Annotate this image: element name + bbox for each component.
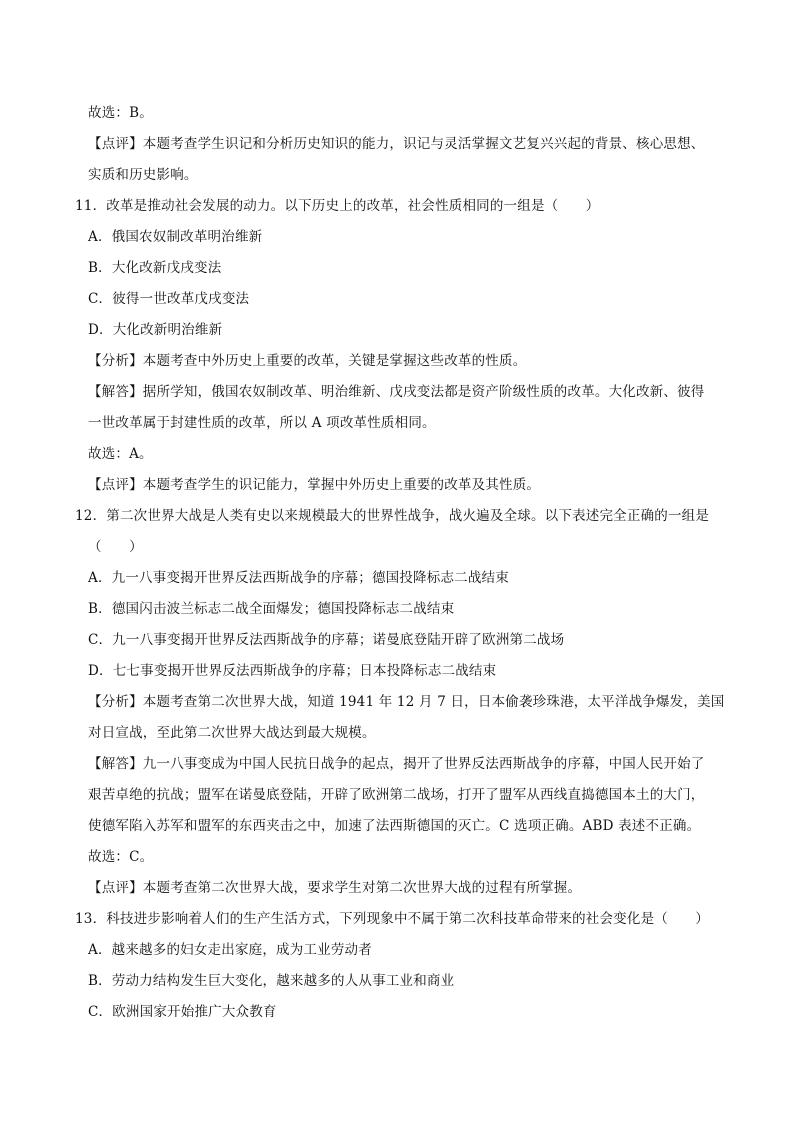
intro-choice: 故选：B。 xyxy=(88,105,153,121)
q13-option-a: A．越来越多的妇女走出家庭，成为工业劳动者 xyxy=(88,942,372,958)
q11-option-d: D．大化改新明治维新 xyxy=(88,322,223,338)
q12-answer-line-1: 【解答】九一八事变成为中国人民抗日战争的起点，揭开了世界反法西斯战争的序幕，中国人民开始了 xyxy=(88,756,705,772)
q11-answer-line-1: 【解答】据所学知，俄国农奴制改革、明治维新、戊戌变法都是资产阶级性质的改革。大化改新、彼得 xyxy=(88,384,705,400)
q12-comment: 【点评】本题考查第二次世界大战，要求学生对第二次世界大战的过程有所掌握。 xyxy=(88,880,582,896)
q11-analysis: 【分析】本题考查中外历史上重要的改革，关键是掌握这些改革的性质。 xyxy=(88,353,527,369)
q11-option-a: A．俄国农奴制改革明治维新 xyxy=(88,229,263,245)
q11-option-c: C．彼得一世改革戊戌变法 xyxy=(88,291,250,307)
q12-option-b: B．德国闪击波兰标志二战全面爆发；德国投降标志二战结束 xyxy=(88,601,455,617)
q12-answer-line-3: 使德军陷入苏军和盟军的东西夹击之中，加速了法西斯德国的灭亡。C 选项正确。ABD 表述不正确。 xyxy=(88,818,701,834)
q11-answer-line-2: 一世改革属于封建性质的改革，所以 A 项改革性质相同。 xyxy=(88,415,436,431)
q12-option-d: D．七七事变揭开世界反法西斯战争的序幕；日本投降标志二战结束 xyxy=(88,663,497,679)
q12-option-c: C．九一八事变揭开世界反法西斯战争的序幕；诺曼底登陆开辟了欧洲第二战场 xyxy=(88,632,565,648)
intro-comment-line-2: 实质和历史影响。 xyxy=(88,167,198,183)
q12-answer-line-2: 艰苦卓绝的抗战；盟军在诺曼底登陆，开辟了欧洲第二战场，打开了盟军从西线直捣德国本土的大门， xyxy=(88,787,705,803)
q13-option-b: B．劳动力结构发生巨大变化，越来越多的人从事工业和商业 xyxy=(88,973,455,989)
q12-stem-line-2: （ ） xyxy=(88,539,143,555)
q12-analysis-line-2: 对日宣战，至此第二次世界大战达到最大规模。 xyxy=(88,725,376,741)
q11-option-b: B．大化改新戊戌变法 xyxy=(88,260,222,276)
q12-option-a: A．九一八事变揭开世界反法西斯战争的序幕；德国投降标志二战结束 xyxy=(88,570,509,586)
q13-stem: 13．科技进步影响着人们的生产生活方式，下列现象中不属于第二次科技革命带来的社会变化是（ ） xyxy=(75,911,710,927)
q12-choice: 故选：C。 xyxy=(88,849,154,865)
q11-stem: 11．改革是推动社会发展的动力。以下历史上的改革，社会性质相同的一组是（ ） xyxy=(75,198,600,214)
q13-option-c: C．欧洲国家开始推广大众教育 xyxy=(88,1004,277,1020)
q11-choice: 故选：A。 xyxy=(88,446,153,462)
q12-analysis-line-1: 【分析】本题考查第二次世界大战，知道 1941 年 12 月 7 日，日本偷袭珍珠港，太平洋战争爆发，美国 xyxy=(88,694,725,710)
intro-comment-line-1: 【点评】本题考查学生识记和分析历史知识的能力，识记与灵活掌握文艺复兴兴起的背景、核心思想、 xyxy=(88,136,705,152)
q12-stem-line-1: 12．第二次世界大战是人类有史以来规模最大的世界性战争，战火遍及全球。以下表述完全正确的一组是 xyxy=(75,508,710,524)
q11-comment: 【点评】本题考查学生的识记能力，掌握中外历史上重要的改革及其性质。 xyxy=(88,477,541,493)
